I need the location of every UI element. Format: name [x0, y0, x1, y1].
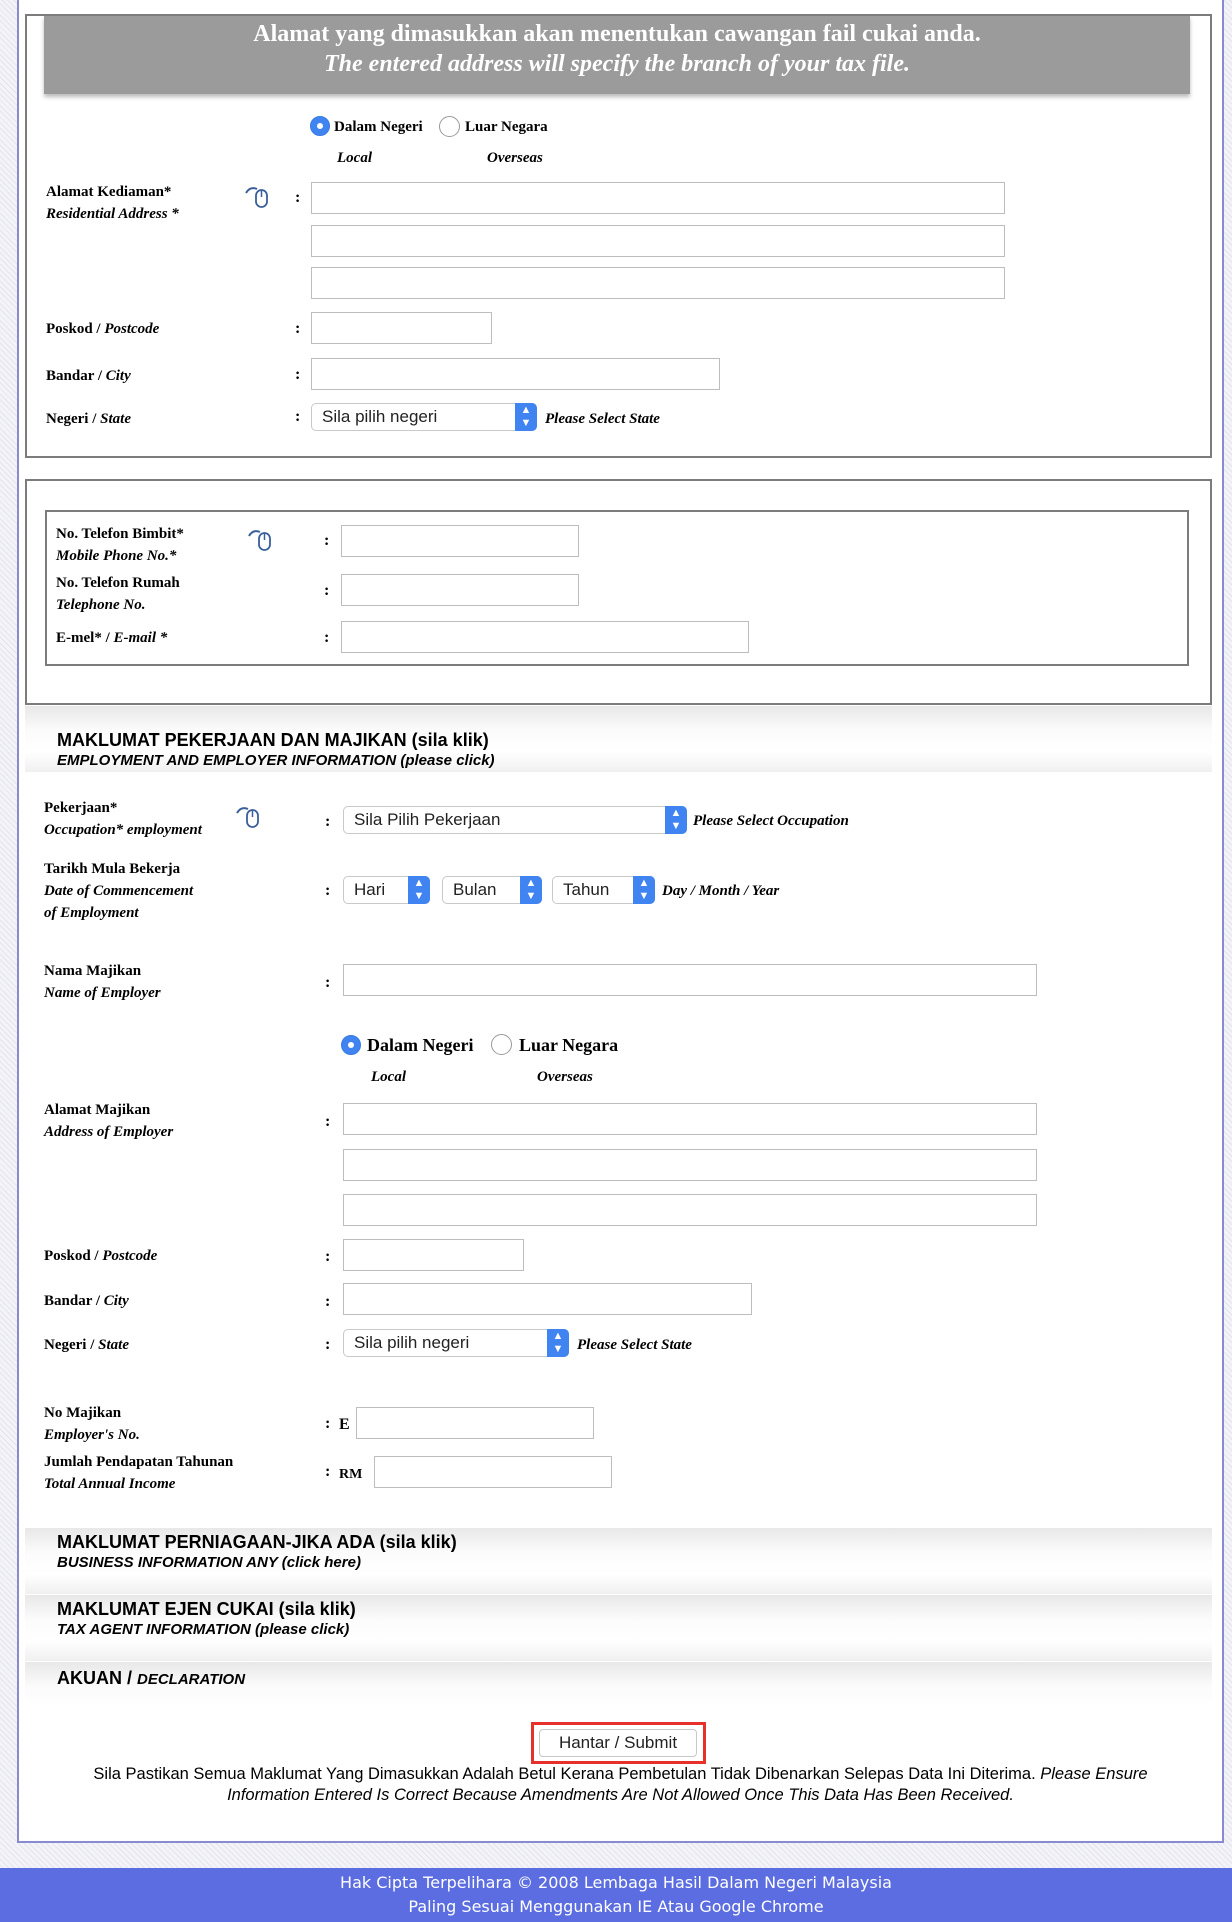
- occupation-select[interactable]: Sila Pilih Pekerjaan ▲ ▼: [343, 806, 687, 834]
- residential-local-radio[interactable]: [310, 116, 330, 136]
- contact-inner-box: [45, 510, 1189, 666]
- email-label: E-mel* / E-mail *: [56, 630, 168, 646]
- state-hint: Please Select State: [545, 411, 660, 427]
- date-hint: Day / Month / Year: [662, 883, 780, 899]
- commencement-date-label: Tarikh Mula Bekerja Date of Commencement of Employment: [44, 861, 194, 921]
- colon: :: [325, 1113, 331, 1130]
- residential-local-label: Dalam Negeri: [334, 119, 423, 135]
- employer-address-line2[interactable]: [343, 1149, 1037, 1181]
- state-label: Negeri / State: [46, 411, 131, 427]
- colon: :: [325, 974, 331, 991]
- colon: :: [295, 366, 301, 383]
- residential-address-line1[interactable]: [311, 182, 1005, 214]
- colon: :: [295, 408, 301, 425]
- residential-address-label: Alamat Kediaman* Residential Address *: [46, 184, 179, 222]
- colon: :: [295, 189, 301, 206]
- employer-no-label: No Majikan Employer's No.: [44, 1405, 140, 1443]
- address-section: [25, 14, 1212, 458]
- employer-name-input[interactable]: [343, 964, 1037, 996]
- chevron-updown-icon: ▲ ▼: [547, 1329, 569, 1357]
- employer-address-line1[interactable]: [343, 1103, 1037, 1135]
- address-banner: [44, 16, 1190, 94]
- employment-subtitle: EMPLOYMENT AND EMPLOYER INFORMATION (please click): [57, 752, 495, 769]
- chevron-updown-icon: ▲ ▼: [633, 876, 655, 904]
- chevron-updown-icon: ▲ ▼: [665, 806, 687, 834]
- submit-button[interactable]: Hantar / Submit: [539, 1729, 697, 1757]
- business-subtitle: BUSINESS INFORMATION ANY (click here): [57, 1554, 361, 1571]
- form-container: [17, 0, 1224, 1843]
- colon: :: [325, 1248, 331, 1265]
- colon: :: [325, 1415, 331, 1432]
- home-phone-input[interactable]: [341, 574, 579, 606]
- business-title: MAKLUMAT PERNIAGAAN-JIKA ADA (sila klik): [57, 1532, 457, 1552]
- postcode-label: Poskod / Postcode: [46, 321, 160, 337]
- home-phone-label: No. Telefon Rumah Telephone No.: [56, 575, 180, 613]
- employer-overseas-sub: Overseas: [537, 1069, 593, 1085]
- employer-local-sub: Local: [371, 1069, 406, 1085]
- tax-agent-section-header[interactable]: [25, 1595, 1212, 1661]
- colon: :: [325, 1336, 331, 1353]
- chevron-updown-icon: ▲ ▼: [520, 876, 542, 904]
- banner-text-en: The entered address will specify the branch of your tax file.: [324, 51, 910, 77]
- employment-section-header[interactable]: [25, 706, 1212, 772]
- employer-city-label: Bandar / City: [44, 1293, 129, 1309]
- occupation-hint: Please Select Occupation: [693, 813, 849, 829]
- business-section-header[interactable]: [25, 1528, 1212, 1594]
- residential-local-sub: Local: [337, 150, 372, 166]
- employer-postcode-label: Poskod / Postcode: [44, 1248, 158, 1264]
- residential-overseas-sub: Overseas: [487, 150, 543, 166]
- postcode-input[interactable]: [311, 312, 492, 344]
- employer-local-radio[interactable]: [341, 1035, 361, 1055]
- employer-name-label: Nama Majikan Name of Employer: [44, 963, 161, 1001]
- mouse-click-icon: [246, 527, 276, 555]
- banner-text-ms: Alamat yang dimasukkan akan menentukan cawangan fail cukai anda.: [253, 21, 981, 47]
- employer-overseas-radio[interactable]: [491, 1034, 512, 1055]
- employer-city-input[interactable]: [343, 1283, 752, 1315]
- colon: :: [324, 629, 330, 646]
- annual-income-input[interactable]: [374, 1456, 612, 1488]
- mobile-phone-label: No. Telefon Bimbit* Mobile Phone No.*: [56, 526, 184, 564]
- city-label: Bandar / City: [46, 368, 131, 384]
- year-select[interactable]: Tahun ▲ ▼: [552, 876, 655, 904]
- city-input[interactable]: [311, 358, 720, 390]
- mouse-click-icon: [243, 184, 273, 212]
- declaration-section-header[interactable]: [25, 1662, 1212, 1702]
- employer-overseas-label: Luar Negara: [519, 1035, 619, 1055]
- state-select[interactable]: Sila pilih negeri ▲ ▼: [311, 403, 537, 431]
- mobile-phone-input[interactable]: [341, 525, 579, 557]
- residential-overseas-radio[interactable]: [439, 116, 460, 137]
- residential-overseas-label: Luar Negara: [465, 119, 548, 135]
- chevron-updown-icon: ▲ ▼: [408, 876, 430, 904]
- colon: :: [324, 532, 330, 549]
- colon: :: [295, 320, 301, 337]
- colon: :: [325, 882, 331, 899]
- annual-income-prefix: RM: [339, 1467, 363, 1482]
- employer-address-label: Alamat Majikan Address of Employer: [44, 1102, 174, 1140]
- employer-postcode-input[interactable]: [343, 1239, 524, 1271]
- tax-agent-subtitle: TAX AGENT INFORMATION (please click): [57, 1621, 350, 1638]
- colon: :: [324, 582, 330, 599]
- colon: :: [325, 813, 331, 830]
- residential-address-line3[interactable]: [311, 267, 1005, 299]
- chevron-updown-icon: ▲ ▼: [515, 403, 537, 431]
- submit-notice: Sila Pastikan Semua Maklumat Yang Dimasukkan Adalah Betul Kerana Pembetulan Tidak Dibenarkan Selepas Data Ini Diterima. Please Ensure Information Entered Is Correct Because Amendments Are Not Allowed Once This Data Has Been Received.: [93, 1765, 1148, 1804]
- employment-title: MAKLUMAT PEKERJAAN DAN MAJIKAN (sila klik): [57, 730, 489, 750]
- employer-state-hint: Please Select State: [577, 1337, 692, 1353]
- residential-address-line2[interactable]: [311, 225, 1005, 257]
- footer: [0, 1868, 1232, 1922]
- employer-no-prefix: E: [339, 1416, 350, 1433]
- colon: :: [325, 1463, 331, 1480]
- contact-section: [25, 479, 1212, 705]
- employer-state-label: Negeri / State: [44, 1337, 129, 1353]
- footer-copyright: Hak Cipta Terpelihara © 2008 Lembaga Hasil Dalam Negeri Malaysia: [340, 1873, 892, 1892]
- employer-local-label: Dalam Negeri: [367, 1035, 474, 1055]
- colon: :: [325, 1293, 331, 1310]
- employer-no-input[interactable]: [356, 1407, 594, 1439]
- month-select[interactable]: Bulan ▲ ▼: [442, 876, 542, 904]
- annual-income-label: Jumlah Pendapatan Tahunan Total Annual Income: [44, 1454, 234, 1492]
- day-select[interactable]: Hari ▲ ▼: [343, 876, 430, 904]
- mouse-click-icon: [234, 804, 264, 832]
- footer-browser-note: Paling Sesuai Menggunakan IE Atau Google Chrome: [408, 1897, 824, 1916]
- email-input[interactable]: [341, 621, 749, 653]
- employer-state-select[interactable]: Sila pilih negeri ▲ ▼: [343, 1329, 569, 1357]
- occupation-label: Pekerjaan* Occupation* employment: [44, 800, 202, 838]
- employer-address-line3[interactable]: [343, 1194, 1037, 1226]
- declaration-title: AKUAN / DECLARATION: [57, 1668, 246, 1688]
- tax-agent-title: MAKLUMAT EJEN CUKAI (sila klik): [57, 1599, 356, 1619]
